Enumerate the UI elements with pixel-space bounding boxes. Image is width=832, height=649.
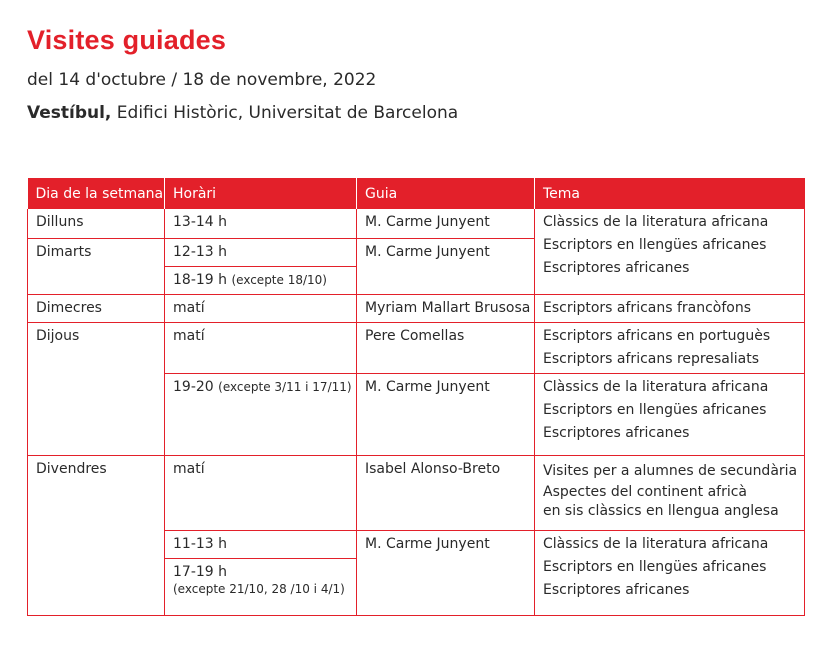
table-row <box>28 294 805 322</box>
table-header-row <box>28 178 805 209</box>
topic-line: Clàssics de la literatura africana <box>543 535 769 552</box>
topic-line: Escriptors en llengües africanes <box>543 237 767 253</box>
guide-cell: M. Carme Junyent <box>357 530 535 615</box>
time-note: (excepte 3/11 i 17/11) <box>218 379 352 394</box>
topic-line: Escriptores africanes <box>543 260 690 276</box>
topic-line: Aspectes del continent africà <box>543 483 747 500</box>
page-title: Visites guiades <box>27 25 227 55</box>
time-cell <box>165 266 357 294</box>
column-header-time: Horàri <box>165 178 357 209</box>
guide-cell: M. Carme Junyent <box>357 209 535 238</box>
guide-cell: M. Carme Junyent <box>357 373 535 455</box>
topic-cell: Escriptors africans francòfons <box>535 294 805 322</box>
time-text: 19-20 <box>173 378 214 395</box>
column-header-topic: Tema <box>535 178 805 209</box>
time-cell: matí <box>165 322 357 373</box>
topic-cell <box>535 373 805 455</box>
venue-rest: Edifici Històric, Universitat de Barcelona <box>111 103 459 123</box>
topic-line: Escriptors en llengües africanes <box>543 401 767 418</box>
topic-line: Escriptors en llengües africanes <box>543 558 767 575</box>
day-cell: Dimarts <box>28 238 165 294</box>
time-cell: 11-13 h <box>165 530 357 558</box>
column-header-day: Dia de la setmana <box>28 178 165 209</box>
table-row <box>28 322 805 373</box>
topic-line: Clàssics de la literatura africana <box>543 214 769 230</box>
time-cell <box>165 373 357 455</box>
topic-cell <box>535 322 805 373</box>
topic-line: Escriptores africanes <box>543 581 690 598</box>
time-note: (excepte 18/10) <box>231 272 327 287</box>
guide-cell: Pere Comellas <box>357 322 535 373</box>
topic-cell <box>535 455 805 530</box>
topic-line: Escriptors africans represaliats <box>543 350 759 367</box>
time-cell <box>165 558 357 615</box>
topic-line: en sis clàssics en llengua anglesa <box>543 502 779 519</box>
day-cell: Divendres <box>28 455 165 615</box>
table-row <box>28 455 805 530</box>
guide-cell: Isabel Alonso-Breto <box>357 455 535 530</box>
guide-cell: Myriam Mallart Brusosa <box>357 294 535 322</box>
venue-bold: Vestíbul, <box>27 103 112 123</box>
topic-cell <box>535 530 805 615</box>
topic-cell <box>535 209 805 294</box>
time-cell: 12-13 h <box>165 238 357 266</box>
time-text: 18-19 h <box>173 271 228 288</box>
topic-line: Visites per a alumnes de secundària <box>543 462 798 479</box>
time-note: (excepte 21/10, 28 /10 i 4/1) <box>173 581 345 596</box>
date-range: del 14 d'octubre / 18 de novembre, 2022 <box>27 70 377 90</box>
topic-line: Clàssics de la literatura africana <box>543 378 769 395</box>
day-cell: Dimecres <box>28 294 165 322</box>
guide-cell: M. Carme Junyent <box>357 238 535 294</box>
column-header-guide: Guia <box>357 178 535 209</box>
table-row <box>28 209 805 238</box>
time-cell: 13-14 h <box>165 209 357 238</box>
time-text: 17-19 h <box>173 563 228 580</box>
topic-line: Escriptors africans en portuguès <box>543 327 771 344</box>
time-cell: matí <box>165 294 357 322</box>
day-cell: Dijous <box>28 322 165 455</box>
topic-line: Escriptores africanes <box>543 424 690 441</box>
time-cell: matí <box>165 455 357 530</box>
venue <box>27 103 458 123</box>
day-cell: Dilluns <box>28 209 165 238</box>
schedule-table <box>27 178 805 616</box>
